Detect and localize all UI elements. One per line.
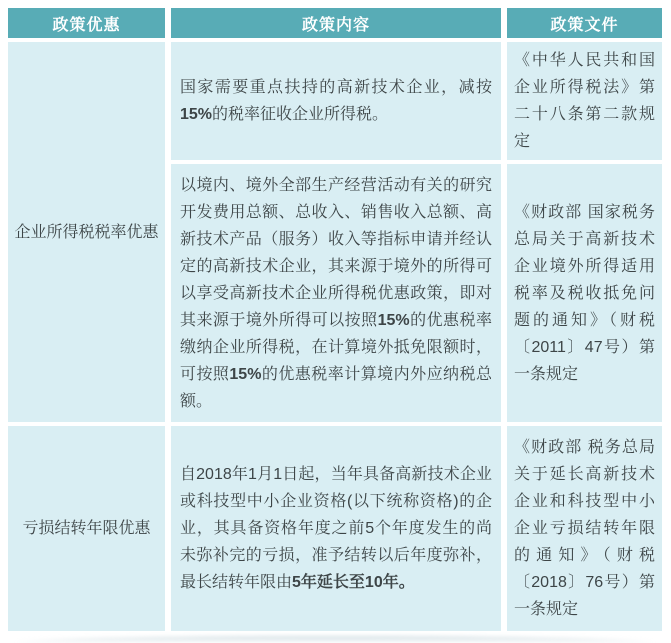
policy-table (2, 4, 668, 635)
policy-document-cell: 《中华人民共和国企业所得税法》第二十八条第二款规定 (507, 42, 662, 160)
policy-document-cell: 《财政部 国家税务总局关于高新技术企业境外所得适用税率及税收抵免问题的通知》（财税〔2011〕47号）第一条规定 (507, 164, 662, 422)
header-policy-document: 政策文件 (507, 8, 662, 38)
policy-content-cell: 国家需要重点扶持的高新技术企业，减按15%的税率征收企业所得税。 (171, 42, 501, 160)
table-row (8, 42, 662, 160)
table-shadow (14, 636, 656, 643)
header-policy-benefit: 政策优惠 (8, 8, 165, 38)
table-row (8, 426, 662, 631)
policy-content-cell: 自2018年1月1日起，当年具备高新技术企业或科技型中小企业资格(以下统称资格)的企业，其具备资格年度之前5个年度发生的尚未弥补完的亏损，准予结转以后年度弥补，最长结转年限由5年延长至10年。 (171, 426, 501, 631)
policy-benefit-cell-income-tax-rate: 企业所得税税率优惠 (8, 42, 165, 422)
policy-document-cell: 《财政部 税务总局关于延长高新技术企业和科技型中小企业亏损结转年限的通知》（财税〔2018〕76号）第一条规定 (507, 426, 662, 631)
header-row (8, 8, 662, 38)
policy-content-cell: 以境内、境外全部生产经营活动有关的研究开发费用总额、总收入、销售收入总额、高新技术产品（服务）收入等指标申请并经认定的高新技术企业，其来源于境外的所得可以享受高新技术企业所得税优惠政策，即对其来源于境外所得可以按照15%的优惠税率缴纳企业所得税，在计算境外抵免限额时，可按照15%的优惠税率计算境内外应纳税总额。 (171, 164, 501, 422)
policy-benefit-cell-loss-carryforward: 亏损结转年限优惠 (8, 426, 165, 631)
header-policy-content: 政策内容 (171, 8, 501, 38)
